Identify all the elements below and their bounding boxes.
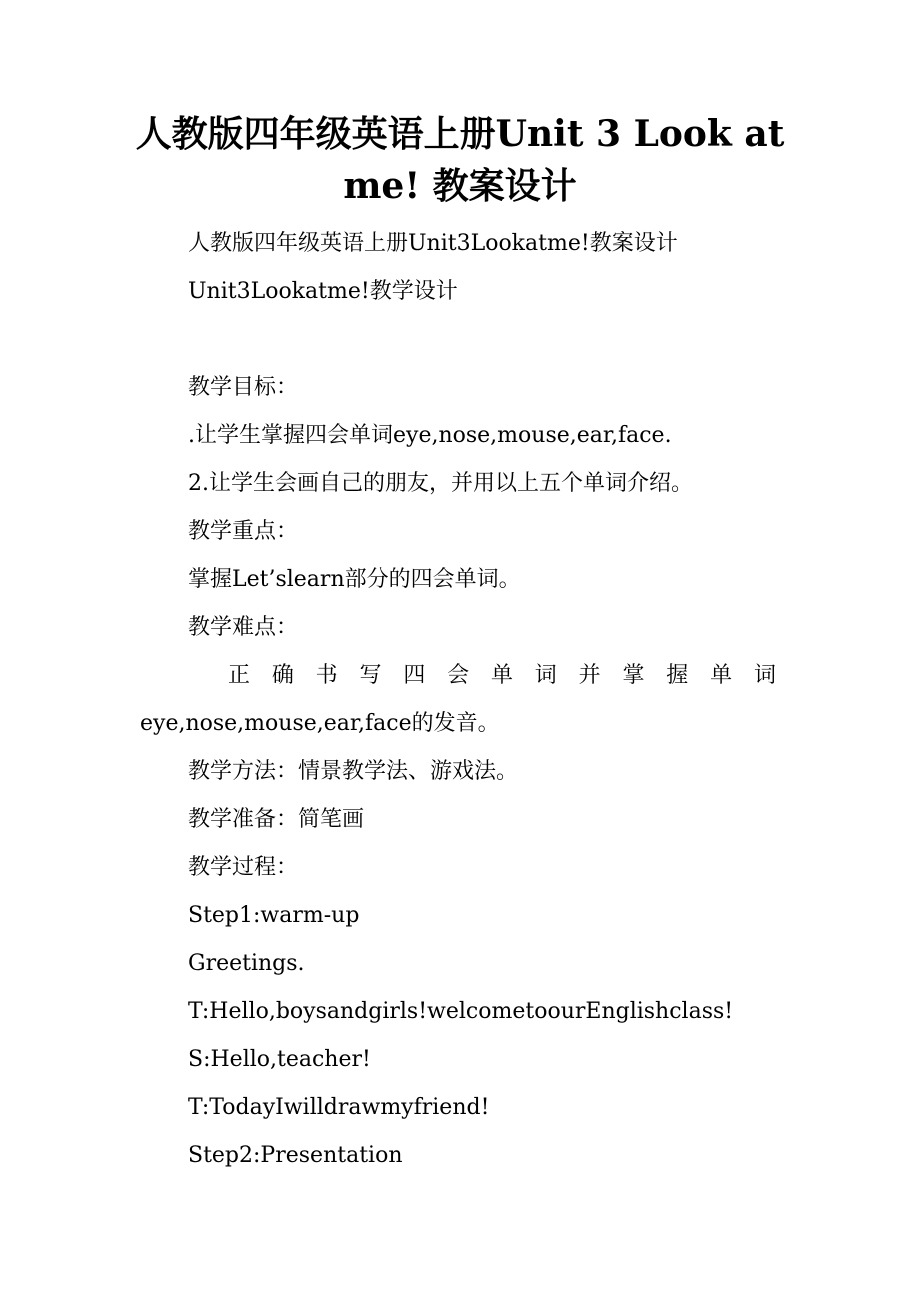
text-line: Greetings. bbox=[188, 951, 305, 976]
justified-char: 握 bbox=[666, 663, 689, 688]
justified-char: 单 bbox=[710, 663, 733, 688]
justified-char: 单 bbox=[490, 663, 513, 688]
text-line: 掌握Let’slearn部分的四会单词。 bbox=[188, 567, 521, 592]
text-line: 2.让学生会画自己的朋友，并用以上五个单词介绍。 bbox=[188, 471, 693, 496]
justified-char: 正 bbox=[228, 663, 251, 688]
text-line: Step2:Presentation bbox=[188, 1143, 403, 1168]
section-heading-difficulties: 教学难点： bbox=[188, 615, 299, 640]
justified-char: 书 bbox=[315, 663, 338, 688]
justified-char: 词 bbox=[753, 663, 776, 688]
section-heading-process: 教学过程： bbox=[188, 855, 299, 880]
text-line: 人教版四年级英语上册Unit3Lookatme!教案设计 bbox=[188, 231, 678, 256]
text-line: S:Hello,teacher! bbox=[188, 1047, 371, 1072]
justified-char: 掌 bbox=[622, 663, 645, 688]
justified-char: 会 bbox=[447, 663, 470, 688]
document-body bbox=[140, 220, 776, 1180]
text-line: eye,nose,mouse,ear,face的发音。 bbox=[140, 711, 500, 736]
text-line: Step1:warm-up bbox=[188, 903, 360, 928]
document-title: 人教版四年级英语上册Unit 3 Look at me! 教案设计 bbox=[135, 113, 785, 207]
justified-char: 确 bbox=[271, 663, 294, 688]
justified-char: 词 bbox=[534, 663, 557, 688]
justified-char: 并 bbox=[578, 663, 601, 688]
blank-line bbox=[140, 316, 776, 364]
text-line: Unit3Lookatme!教学设计 bbox=[188, 279, 458, 304]
text-line: .让学生掌握四会单词eye,nose,mouse,ear,face. bbox=[188, 423, 672, 448]
justified-char: 四 bbox=[403, 663, 426, 688]
section-heading-objectives: 教学目标： bbox=[188, 375, 299, 400]
text-line: T:Hello,boysandgirls!welcometoourEnglishclass! bbox=[188, 999, 734, 1024]
justified-char: 写 bbox=[359, 663, 382, 688]
text-line: 教学准备：简笔画 bbox=[188, 807, 365, 832]
justified-text-line bbox=[140, 652, 776, 700]
text-line: T:TodayIwilldrawmyfriend! bbox=[188, 1095, 490, 1120]
section-heading-key-points: 教学重点： bbox=[188, 519, 299, 544]
text-line: 教学方法：情景教学法、游戏法。 bbox=[188, 759, 519, 784]
